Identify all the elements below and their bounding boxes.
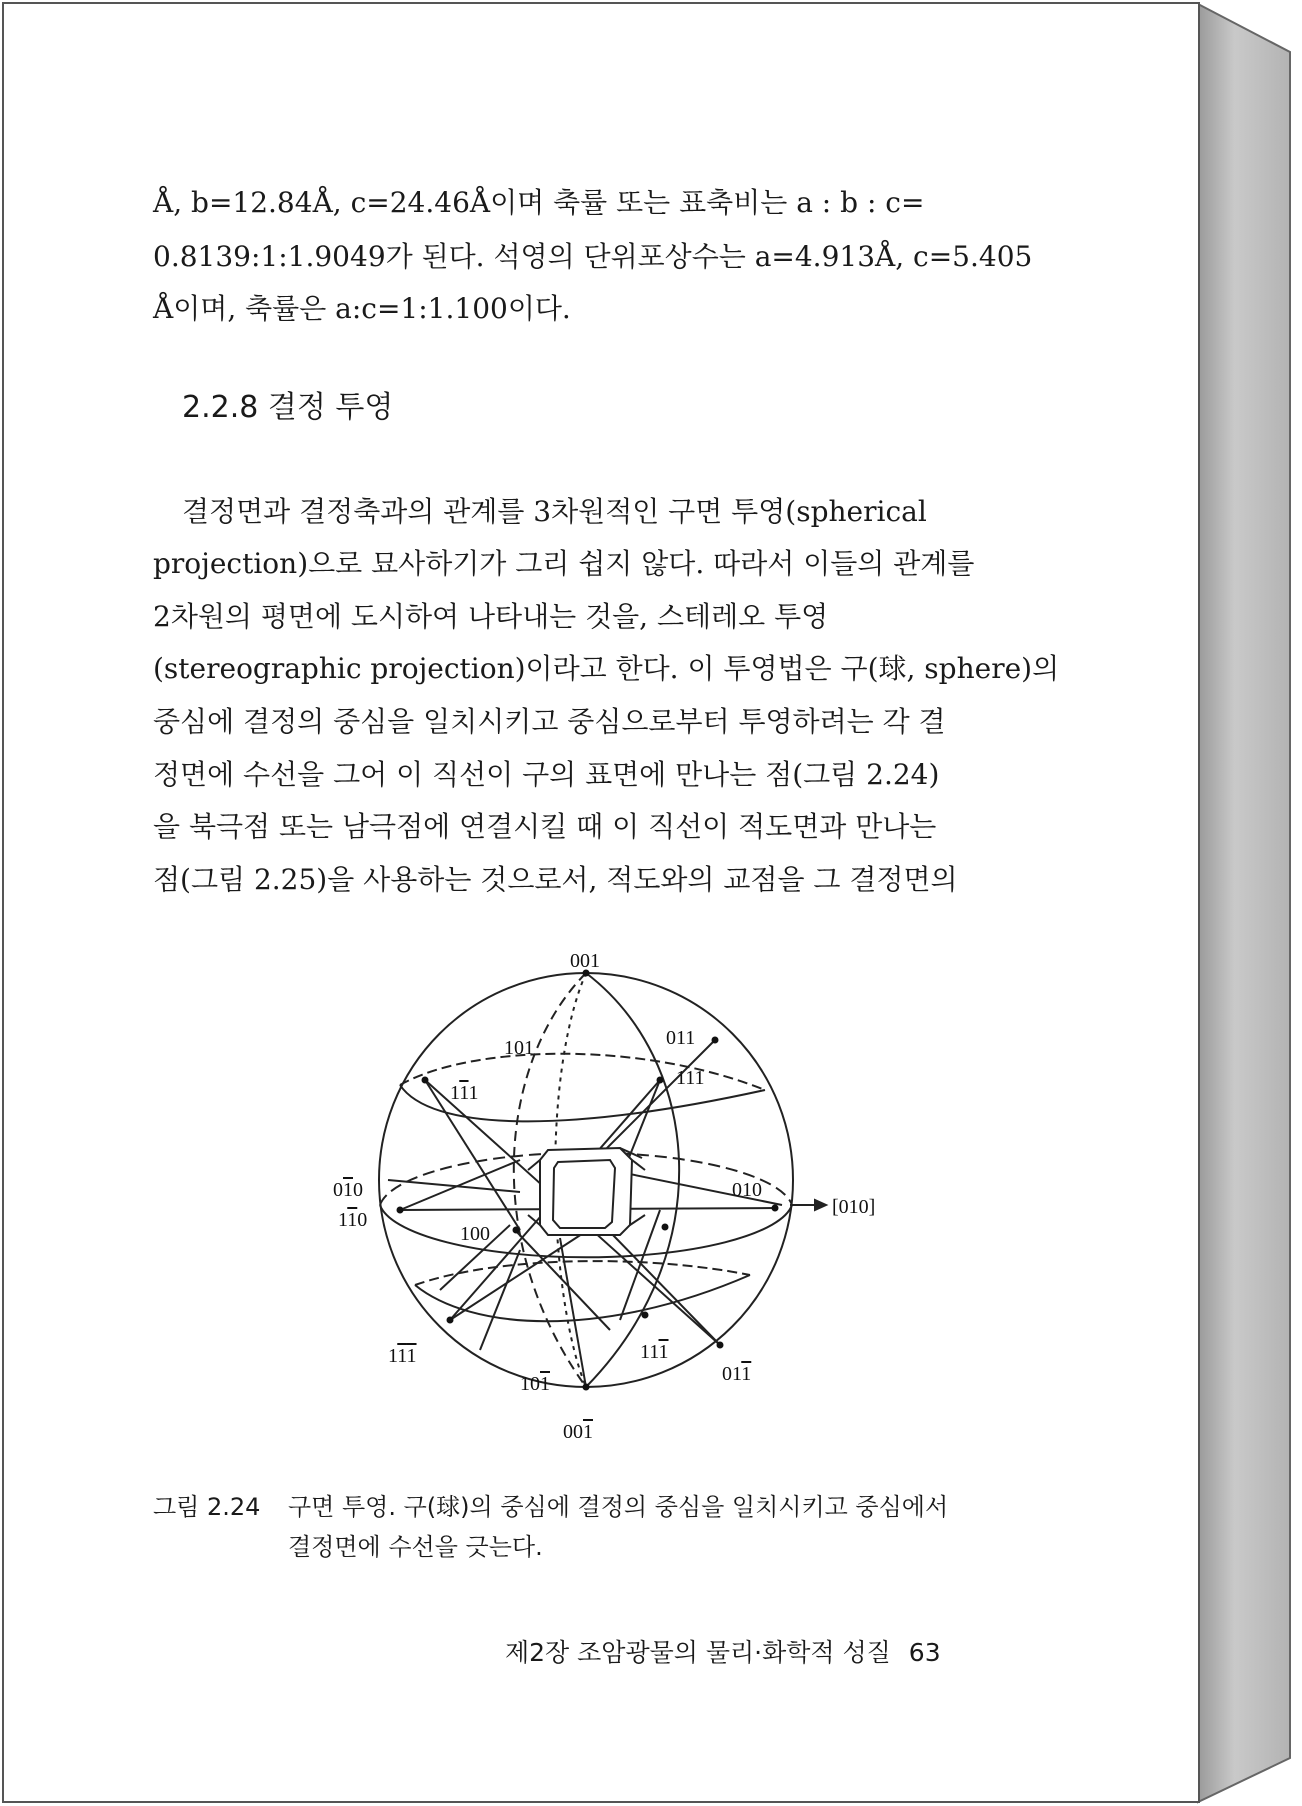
text-line: 을 북극점 또는 남극점에 연결시킬 때 이 직선이 적도면과 만나는 <box>153 810 937 843</box>
label-11-bar1: 111 <box>640 1341 669 1363</box>
caption-label: 그림 2.24 <box>153 1493 261 1521</box>
label-0-bar1-0: 010 <box>333 1179 363 1201</box>
spherical-projection-figure <box>320 945 880 1445</box>
label-10-bar1: 101 <box>520 1373 550 1395</box>
label-1-bar1-0: 110 <box>338 1209 368 1231</box>
text-line: (stereographic projection)이라고 한다. 이 투영법은 구(球, sphere)의 <box>153 652 1060 685</box>
label-011: 011 <box>666 1027 696 1049</box>
label-00-bar1: 001 <box>563 1421 593 1443</box>
page-footer <box>505 1636 941 1670</box>
chapter-title: 제2장 조암광물의 물리·화학적 성질 <box>505 1638 891 1667</box>
label-010-axis: [010] <box>832 1196 876 1218</box>
label-100: 100 <box>460 1223 490 1245</box>
label-1-bar1-bar1-bar1: 111 <box>388 1345 417 1367</box>
section-heading: 2.2.8 결정 투영 <box>182 390 394 425</box>
text-line: 정면에 수선을 그어 이 직선이 구의 표면에 만나는 점(그림 2.24) <box>153 758 940 791</box>
text-line: Å이며, 축률은 a:c=1:1.100이다. <box>153 292 571 325</box>
caption-line: 결정면에 수선을 긋는다. <box>288 1533 543 1561</box>
text-line: projection)으로 묘사하기가 그리 쉽지 않다. 따라서 이들의 관계를 <box>153 547 975 580</box>
label-111: 111 <box>676 1067 705 1089</box>
text-line: 결정면과 결정축과의 관계를 3차원적인 구면 투영(spherical <box>182 495 927 528</box>
text-line: 점(그림 2.25)을 사용하는 것으로서, 적도와의 교점을 그 결정면의 <box>153 863 958 896</box>
label-101: 101 <box>504 1037 534 1059</box>
page-number: 63 <box>908 1638 941 1667</box>
text-line: 2차원의 평면에 도시하여 나타내는 것을, 스테레오 투영 <box>153 600 829 633</box>
label-01-bar1: 011 <box>722 1363 752 1385</box>
label-1-bar1-1: 111 <box>450 1082 479 1104</box>
text-line: 중심에 결정의 중심을 일치시키고 중심으로부터 투영하려는 각 결 <box>153 705 946 738</box>
label-010: 010 <box>732 1179 762 1201</box>
text-line: 0.8139:1:1.9049가 된다. 석영의 단위포상수는 a=4.913Å, c=5.405 <box>153 240 1033 273</box>
caption-line: 구면 투영. 구(球)의 중심에 결정의 중심을 일치시키고 중심에서 <box>288 1493 949 1521</box>
label-001: 001 <box>570 950 600 972</box>
text-line: Å, b=12.84Å, c=24.46Å이며 축률 또는 표축비는 a : b : c= <box>153 186 925 219</box>
